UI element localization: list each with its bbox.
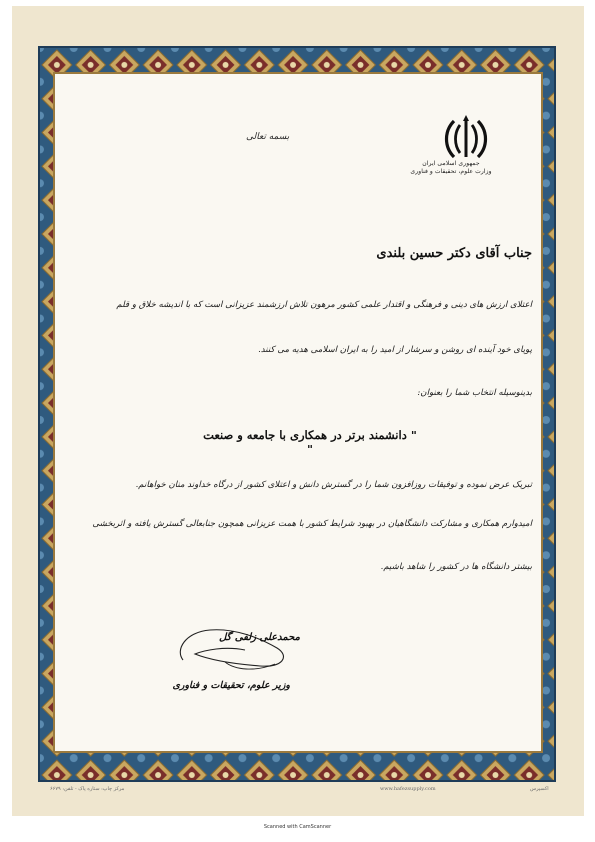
- body-paragraph-2: پویای خود آینده ای روشن و سرشار از امید را به ایران اسلامی هدیه می کنند.: [258, 345, 532, 355]
- award-title: " دانشمند برتر در همکاری با جامعه و صنعت ": [203, 428, 417, 456]
- body-paragraph-1: اعتلای ارزش های دینی و فرهنگی و اقتدار علمی کشور مرهون تلاش ارزشمند عزیزانی است که با اندیشه خلاق و قلم: [116, 300, 532, 310]
- handwritten-signature: [165, 620, 315, 675]
- body-paragraph-6: بیشتر دانشگاه ها در کشور را شاهد باشیم.: [380, 562, 532, 572]
- footer-brand: اکسپرس: [530, 786, 549, 792]
- signer-title: وزیر علوم، تحقیقات و فناوری: [172, 680, 290, 691]
- ministry-line-ministry: وزارت علوم، تحقیقات و فناوری: [410, 168, 492, 175]
- ministry-name: [402, 160, 500, 176]
- footer-url: www.hafezsupply.com: [380, 786, 436, 792]
- body-paragraph-3: بدینوسیله انتخاب شما را بعنوان:: [417, 388, 532, 398]
- body-paragraph-4: تبریک عرض نموده و توفیقات روزافزون شما را در گسترش دانش و اعتلای کشور از درگاه خداوند منان خواهانم.: [135, 480, 532, 490]
- ministry-line-country: جمهوری اسلامی ایران: [422, 160, 480, 167]
- printer-credit: مرکز چاپ: ستاره پاک - تلفن: ۶۶۷۹: [50, 786, 125, 792]
- iran-emblem-icon: [440, 113, 492, 165]
- signer-name: محمدعلی زلفی گل: [218, 632, 300, 643]
- scanner-watermark: Scanned with CamScanner: [263, 824, 332, 830]
- recipient-name: جناب آقای دکتر حسین بلندی: [376, 246, 532, 261]
- body-paragraph-5: امیدوارم همکاری و مشارکت دانشگاهیان در بهبود شرایط کشور با همت عزیزانی همچون جنابعالی گسترش یافته و اثربخشی: [92, 519, 532, 529]
- basmala-text: بسمه تعالی: [246, 132, 290, 142]
